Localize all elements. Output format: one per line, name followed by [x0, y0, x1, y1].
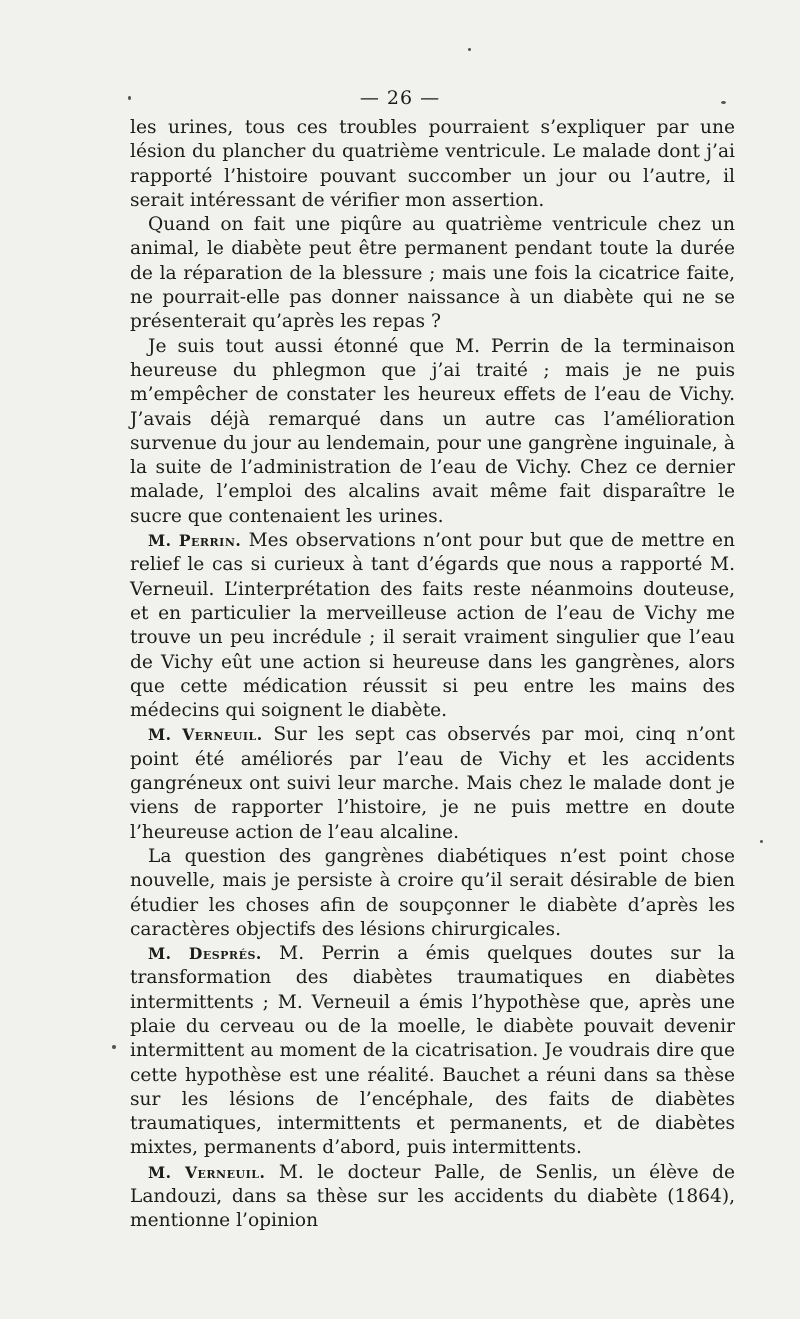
speaker-name: M. Perrin.	[148, 531, 242, 551]
paragraph-text: Je suis tout aussi étonné que M. Perrin de la terminaison heureuse du phlegmon que j’ai traité ; mais je ne puis m’empêcher de constater les heureux effets de l’eau de Vichy. J’avais déjà remarqué dans un autre cas l’amélioration survenue du jour au lendemain, pour une gangrène inguinale, à la suite de l’administration de l’eau de Vichy. Chez ce dernier malade, l’emploi des alcalins avait même fait disparaître le sucre que contenaient les urines.	[130, 335, 735, 527]
page-number: — 26 —	[359, 87, 441, 109]
paragraph-text: Sur les sept cas observés par moi, cinq n’ont point été améliorés par l’eau de Vichy et les accidents gangréneux ont suivi leur marche. Mais chez le malade dont je viens de rapporter l’histoire, je ne puis mettre en doute l’heureuse action de l’eau alcaline.	[130, 724, 736, 843]
paragraph	[130, 1161, 735, 1234]
paragraph	[130, 942, 735, 1161]
paragraph-text: Mes observations n’ont pour but que de mettre en relief le cas si curieux à tant d’égards que nous a rapporté M. Verneuil. L’interprétation des faits reste néanmoins douteuse, et en particulier la merveilleuse action de l’eau de Vichy me trouve un peu incrédule ; il serait vraiment singulier que l’eau de Vichy eût une action si heureuse dans les gangrènes, alors que cette médication réussit si peu entre les mains des médecins qui soignent le diabète.	[130, 530, 735, 722]
speaker-name: M. Verneuil.	[148, 1162, 266, 1182]
paragraph-text: les urines, tous ces troubles pourraient s’expliquer par une lésion du plancher du quatrième ventricule. Le malade dont j’ai rapporté l’histoire pouvant succomber un jour ou l’autre, il serait intéressant de vérifier mon assertion.	[130, 117, 735, 211]
paragraph-text: La question des gangrènes diabétiques n’est point chose nouvelle, mais je persiste à croire qu’il serait désirable de bien étudier les choses afin de soupçonner le diabète d’après les caractères objectifs des lésions chirurgicales.	[130, 845, 735, 940]
paragraph	[130, 845, 735, 942]
body-text	[130, 116, 735, 1234]
paragraph-text: M. le docteur Palle, de Senlis, un élève de Landouzi, dans sa thèse sur les accidents du diabète (1864), mentionne l’opinion	[130, 1161, 736, 1232]
paragraph	[130, 723, 735, 844]
paragraph	[130, 335, 735, 529]
paragraph-text: Quand on fait une piqûre au quatrième ventricule chez un animal, le diabète peut être permanent pendant toute la durée de la réparation de la blessure ; mais une fois la cicatrice faite, ne pourrait-elle pas donner naissance à un diabète qui ne se présenterait qu’après les repas ?	[130, 214, 735, 333]
paragraph	[130, 529, 735, 723]
scan-speck	[112, 1045, 116, 1049]
speaker-name: M. Després.	[148, 944, 262, 964]
paragraph	[130, 116, 735, 213]
speaker-name: M. Verneuil.	[148, 725, 263, 745]
scan-speck	[760, 840, 763, 843]
paragraph	[130, 213, 735, 334]
paragraph-text: M. Perrin a émis quelques doutes sur la transformation des diabètes traumatiques en diabètes intermittents ; M. Verneuil a émis l’hypothèse que, après une plaie du cerveau ou de la moelle, le diabète pouvait devenir intermittent au moment de la cicatrisation. Je voudrais dire que cette hypothèse est une réalité. Bauchet a réuni dans sa thèse sur les lésions de l’encéphale, des faits de diabètes traumatiques, intermittents et permanents, et de diabètes mixtes, permanents d’abord, puis intermittents.	[130, 943, 735, 1159]
scan-speck	[468, 48, 471, 51]
